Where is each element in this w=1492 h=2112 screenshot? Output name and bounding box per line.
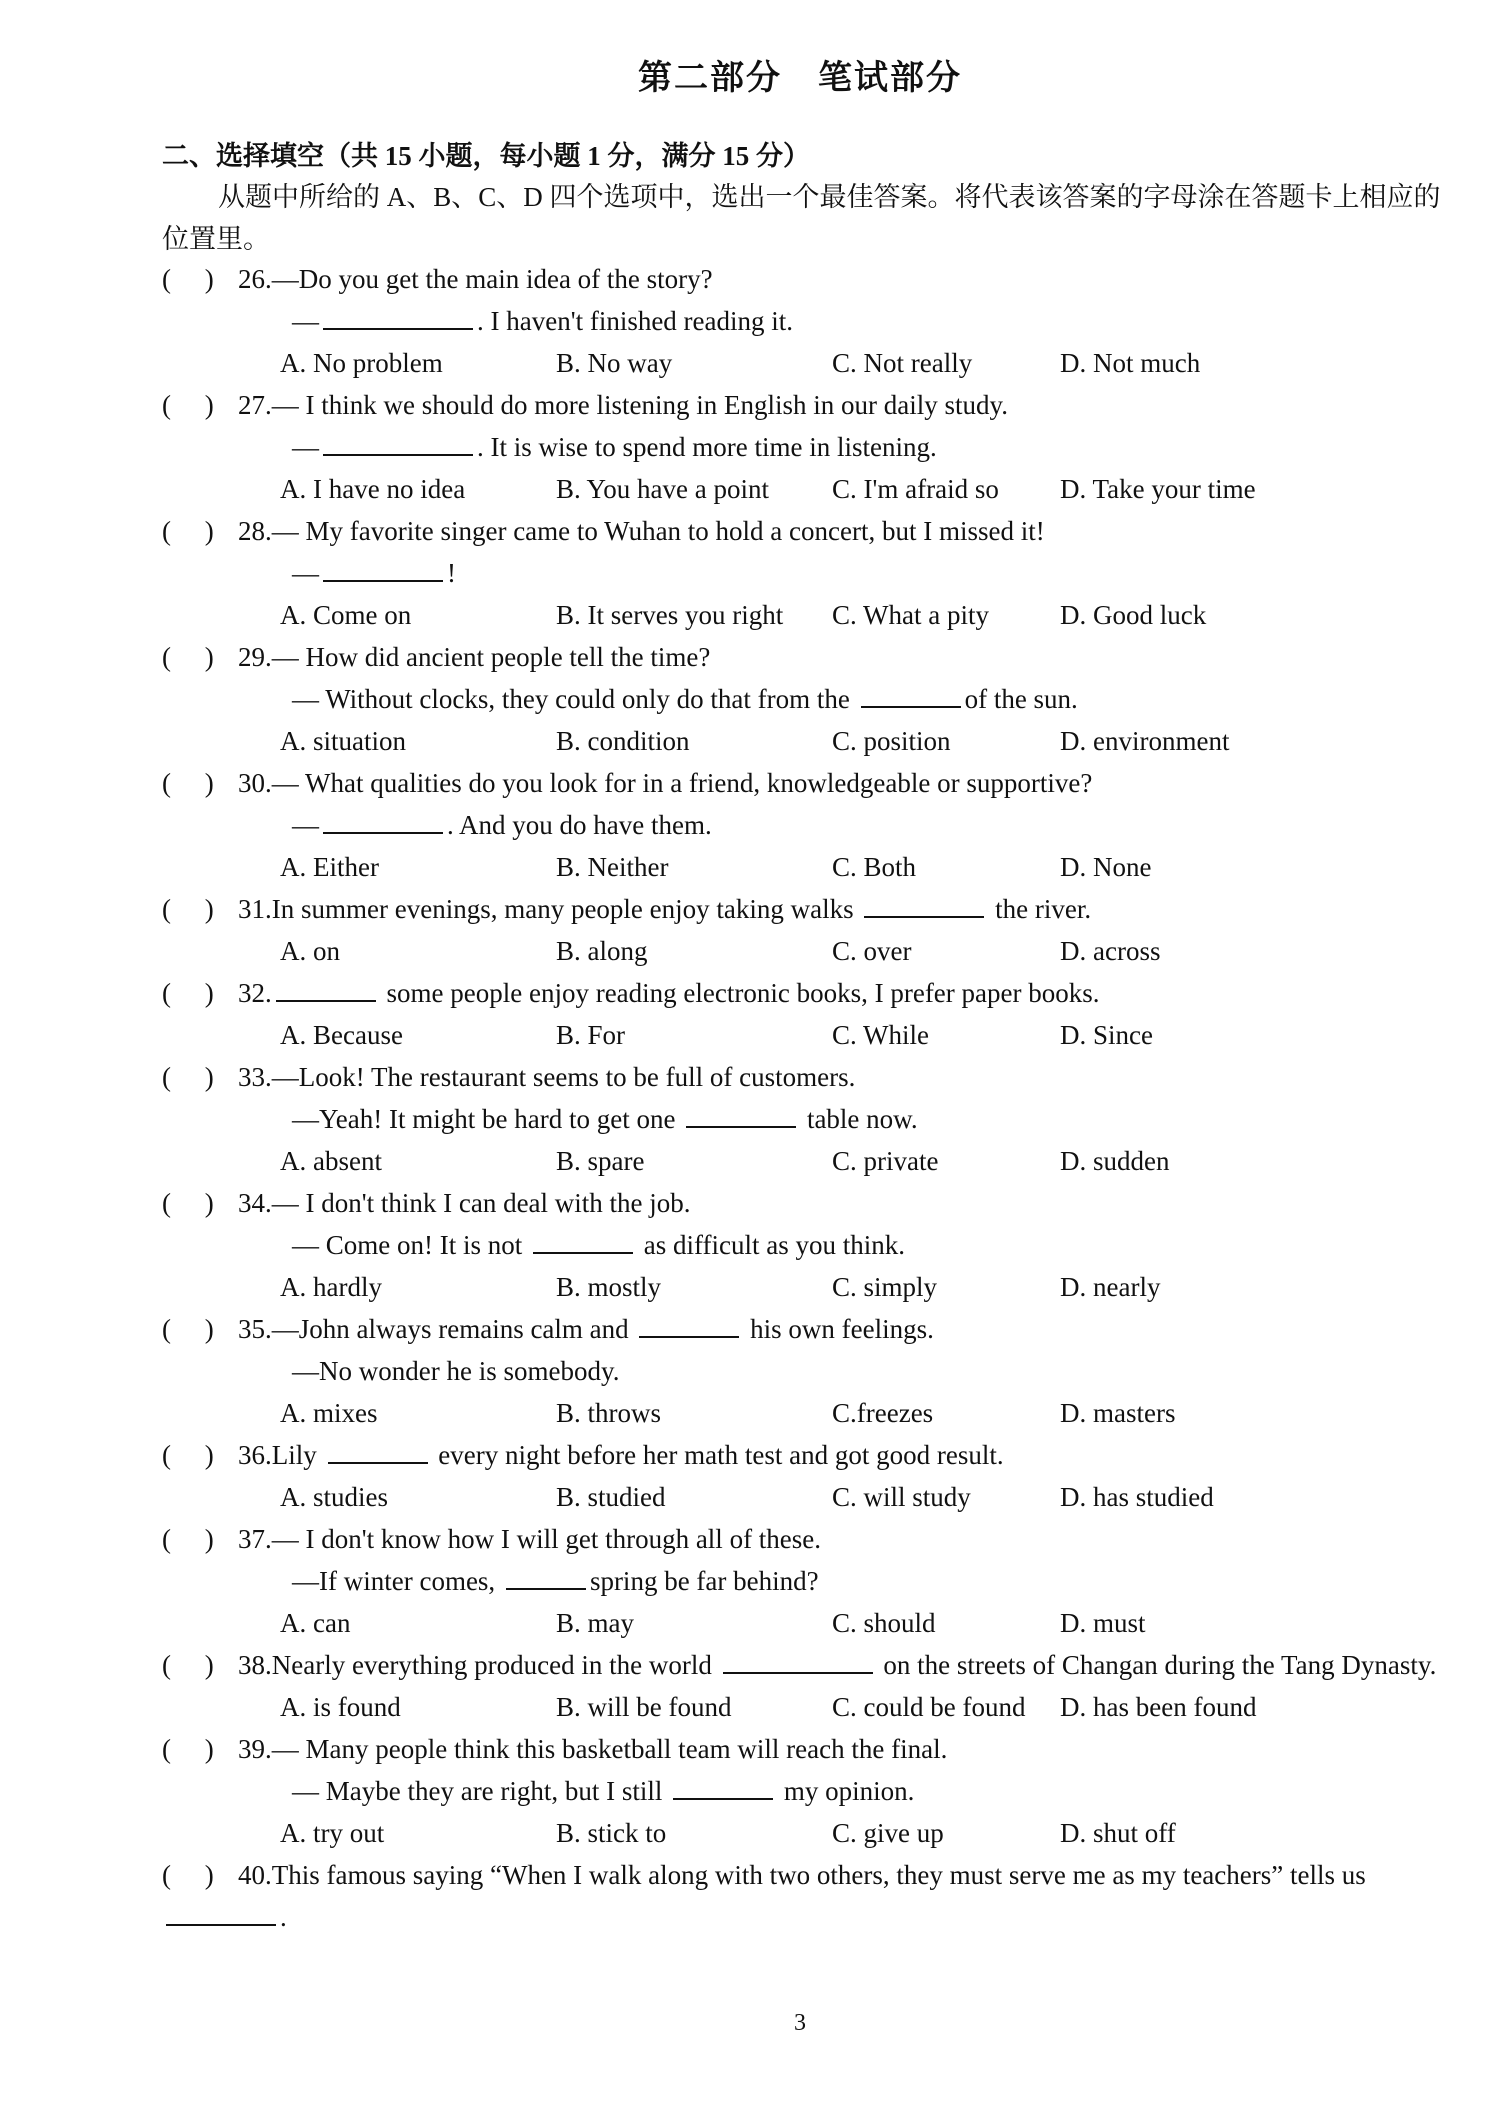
question-stem: 29.— How did ancient people tell the time? <box>238 642 711 672</box>
option-d[interactable]: D. environment <box>1060 726 1230 756</box>
question-31 <box>162 888 1452 972</box>
option-c[interactable]: C. While <box>832 1020 929 1050</box>
question-stem: 39.— Many people think this basketball team will reach the final. <box>238 1734 948 1764</box>
option-b[interactable]: B. may <box>556 1608 634 1638</box>
reply-suffix: spring be far behind? <box>589 1566 819 1596</box>
reply-prefix: — Come on! It is not <box>292 1230 529 1260</box>
reply-suffix: as difficult as you think. <box>637 1230 905 1260</box>
option-a[interactable]: A. studies <box>280 1482 388 1512</box>
option-d[interactable]: D. Since <box>1060 1020 1153 1050</box>
answer-paren[interactable]: ( ) <box>162 1734 214 1764</box>
question-26 <box>162 258 1452 384</box>
question-stem: 37.— I don't know how I will get through all of these. <box>238 1524 822 1554</box>
reply-suffix: ! <box>447 558 456 588</box>
option-c[interactable]: C. private <box>832 1146 939 1176</box>
question-stem: 35.—John always remains calm and <box>238 1314 636 1344</box>
question-27 <box>162 384 1452 510</box>
option-a[interactable]: A. mixes <box>280 1398 378 1428</box>
option-d[interactable]: D. must <box>1060 1608 1146 1638</box>
answer-blank <box>323 804 443 834</box>
answer-paren[interactable]: ( ) <box>162 390 214 420</box>
option-b[interactable]: B. spare <box>556 1146 645 1176</box>
question-stem-end: the river. <box>988 894 1092 924</box>
answer-blank <box>864 888 984 918</box>
option-d[interactable]: D. shut off <box>1060 1818 1176 1848</box>
question-30 <box>162 762 1452 888</box>
question-32 <box>162 972 1452 1056</box>
option-a[interactable]: A. try out <box>280 1818 385 1848</box>
reply-prefix: —If winter comes, <box>292 1566 502 1596</box>
question-stem: 33.—Look! The restaurant seems to be full of customers. <box>238 1062 856 1092</box>
option-a[interactable]: A. is found <box>280 1692 401 1722</box>
section-title: 二、选择填空（共 15 小题，每小题 1 分，满分 15 分） <box>162 141 810 171</box>
option-c[interactable]: C. What a pity <box>832 600 989 630</box>
option-c[interactable]: C. simply <box>832 1272 938 1302</box>
option-b[interactable]: B. For <box>556 1020 626 1050</box>
option-b[interactable]: B. No way <box>556 348 673 378</box>
option-c[interactable]: C. position <box>832 726 951 756</box>
answer-paren[interactable]: ( ) <box>162 642 214 672</box>
reply-suffix: . I haven't finished reading it. <box>477 306 794 336</box>
reply-prefix: — Without clocks, they could only do that from the <box>292 684 857 714</box>
question-stem-end: some people enjoy reading electronic books, I prefer paper books. <box>379 978 1100 1008</box>
question-stem: 34.— I don't think I can deal with the job. <box>238 1188 691 1218</box>
reply-prefix: — <box>292 306 319 336</box>
option-a[interactable]: A. situation <box>280 726 406 756</box>
option-b[interactable]: B. You have a point <box>556 474 770 504</box>
question-33 <box>162 1056 1452 1182</box>
option-b[interactable]: B. studied <box>556 1482 666 1512</box>
option-a[interactable]: A. absent <box>280 1146 382 1176</box>
question-29 <box>162 636 1452 762</box>
instructions: 从题中所给的 A、B、C、D 四个选项中，选出一个最佳答案。将代表该答案的字母涂在答题卡上相应的位置里。 <box>162 182 1441 254</box>
answer-paren[interactable]: ( ) <box>162 768 214 798</box>
question-stem-end: his own feelings. <box>743 1314 934 1344</box>
option-d[interactable]: D. nearly <box>1060 1272 1161 1302</box>
question-stem: 40.This famous saying “When I walk along with two others, they must serve me as my teachers” tells us <box>238 1860 1366 1890</box>
question-stem: 27.— I think we should do more listening in English in our daily study. <box>238 390 1008 420</box>
option-c[interactable]: C. Not really <box>832 348 973 378</box>
question-stem: 26.—Do you get the main idea of the story? <box>238 264 713 294</box>
option-d[interactable]: D. None <box>1060 852 1152 882</box>
page-number: 3 <box>794 2010 806 2036</box>
option-b[interactable]: B. It serves you right <box>556 600 784 630</box>
option-b[interactable]: B. throws <box>556 1398 662 1428</box>
reply-prefix: — <box>292 432 319 462</box>
option-b[interactable]: B. will be found <box>556 1692 732 1722</box>
question-stem: 30.— What qualities do you look for in a friend, knowledgeable or supportive? <box>238 768 1093 798</box>
part-title: 第二部分 笔试部分 <box>638 60 962 97</box>
option-b[interactable]: B. along <box>556 936 648 966</box>
answer-blank <box>328 1434 428 1464</box>
answer-blank <box>861 678 961 708</box>
question-39 <box>162 1728 1452 1854</box>
answer-blank <box>673 1770 773 1800</box>
option-d[interactable]: D. has been found <box>1060 1692 1257 1722</box>
option-c[interactable]: C. Both <box>832 852 917 882</box>
answer-paren[interactable]: ( ) <box>162 978 214 1008</box>
reply-suffix: of the sun. <box>964 684 1078 714</box>
answer-blank <box>506 1560 586 1590</box>
answer-paren[interactable]: ( ) <box>162 1524 214 1554</box>
question-40 <box>162 1854 1452 1938</box>
answer-blank <box>723 1644 873 1674</box>
question-35 <box>162 1308 1452 1434</box>
answer-blank <box>323 300 473 330</box>
reply-suffix: my opinion. <box>777 1776 915 1806</box>
question-stem-end: every night before her math test and got good result. <box>431 1440 1004 1470</box>
answer-blank <box>639 1308 739 1338</box>
reply-suffix: . And you do have them. <box>447 810 712 840</box>
option-c[interactable]: C. will study <box>832 1482 971 1512</box>
question-stem: 32. <box>238 978 272 1008</box>
option-a[interactable]: A. I have no idea <box>280 474 466 504</box>
option-a[interactable]: A. Come on <box>280 600 412 630</box>
option-c[interactable]: C. could be found <box>832 1692 1026 1722</box>
option-d[interactable]: D. has studied <box>1060 1482 1214 1512</box>
question-stem: 38.Nearly everything produced in the world <box>238 1650 719 1680</box>
question-36 <box>162 1434 1452 1518</box>
answer-paren[interactable]: ( ) <box>162 1062 214 1092</box>
question-stem-end: on the streets of Changan during the Tang Dynasty. <box>876 1650 1437 1680</box>
option-a[interactable]: A. Either <box>280 852 379 882</box>
option-d[interactable]: D. Good luck <box>1060 600 1207 630</box>
option-c[interactable]: C.freezes <box>832 1398 934 1428</box>
reply-prefix: —Yeah! It might be hard to get one <box>292 1104 683 1134</box>
option-d[interactable]: D. masters <box>1060 1398 1176 1428</box>
answer-paren[interactable]: ( ) <box>162 516 214 546</box>
question-stem: 36.Lily <box>238 1440 324 1470</box>
option-d[interactable]: D. sudden <box>1060 1146 1170 1176</box>
option-c[interactable]: C. give up <box>832 1818 944 1848</box>
option-d[interactable]: D. Not much <box>1060 348 1201 378</box>
option-d[interactable]: D. across <box>1060 936 1161 966</box>
option-a[interactable]: A. No problem <box>280 348 443 378</box>
answer-paren[interactable]: ( ) <box>162 264 214 294</box>
question-stem-end: . <box>280 1902 287 1932</box>
answer-blank <box>276 972 376 1002</box>
answer-paren[interactable]: ( ) <box>162 894 214 924</box>
answer-blank <box>323 426 473 456</box>
option-a[interactable]: A. can <box>280 1608 351 1638</box>
option-c[interactable]: C. over <box>832 936 912 966</box>
option-a[interactable]: A. hardly <box>280 1272 382 1302</box>
option-a[interactable]: A. Because <box>280 1020 403 1050</box>
answer-blank <box>166 1896 276 1926</box>
answer-blank <box>686 1098 796 1128</box>
answer-blank <box>323 552 443 582</box>
question-38 <box>162 1644 1452 1728</box>
answer-blank <box>533 1224 633 1254</box>
answer-paren[interactable]: ( ) <box>162 1860 214 1890</box>
option-b[interactable]: B. condition <box>556 726 690 756</box>
reply-prefix: — <box>292 558 319 588</box>
option-c[interactable]: C. should <box>832 1608 936 1638</box>
question-list <box>162 258 1452 1938</box>
answer-paren[interactable]: ( ) <box>162 1314 214 1344</box>
reply-suffix: . It is wise to spend more time in listening. <box>477 432 937 462</box>
question-34 <box>162 1182 1452 1308</box>
question-stem: 28.— My favorite singer came to Wuhan to hold a concert, but I missed it! <box>238 516 1045 546</box>
option-d[interactable]: D. Take your time <box>1060 474 1256 504</box>
option-c[interactable]: C. I'm afraid so <box>832 474 999 504</box>
reply-prefix: — <box>292 810 319 840</box>
question-37 <box>162 1518 1452 1644</box>
answer-paren[interactable]: ( ) <box>162 1650 214 1680</box>
option-a[interactable]: A. on <box>280 936 340 966</box>
option-b[interactable]: B. mostly <box>556 1272 662 1302</box>
reply-prefix: — Maybe they are right, but I still <box>292 1776 670 1806</box>
question-28 <box>162 510 1452 636</box>
option-b[interactable]: B. stick to <box>556 1818 667 1848</box>
option-b[interactable]: B. Neither <box>556 852 669 882</box>
answer-paren[interactable]: ( ) <box>162 1188 214 1218</box>
question-stem: 31.In summer evenings, many people enjoy taking walks <box>238 894 861 924</box>
reply-suffix: table now. <box>800 1104 918 1134</box>
answer-paren[interactable]: ( ) <box>162 1440 214 1470</box>
reply-text: —No wonder he is somebody. <box>292 1356 620 1386</box>
